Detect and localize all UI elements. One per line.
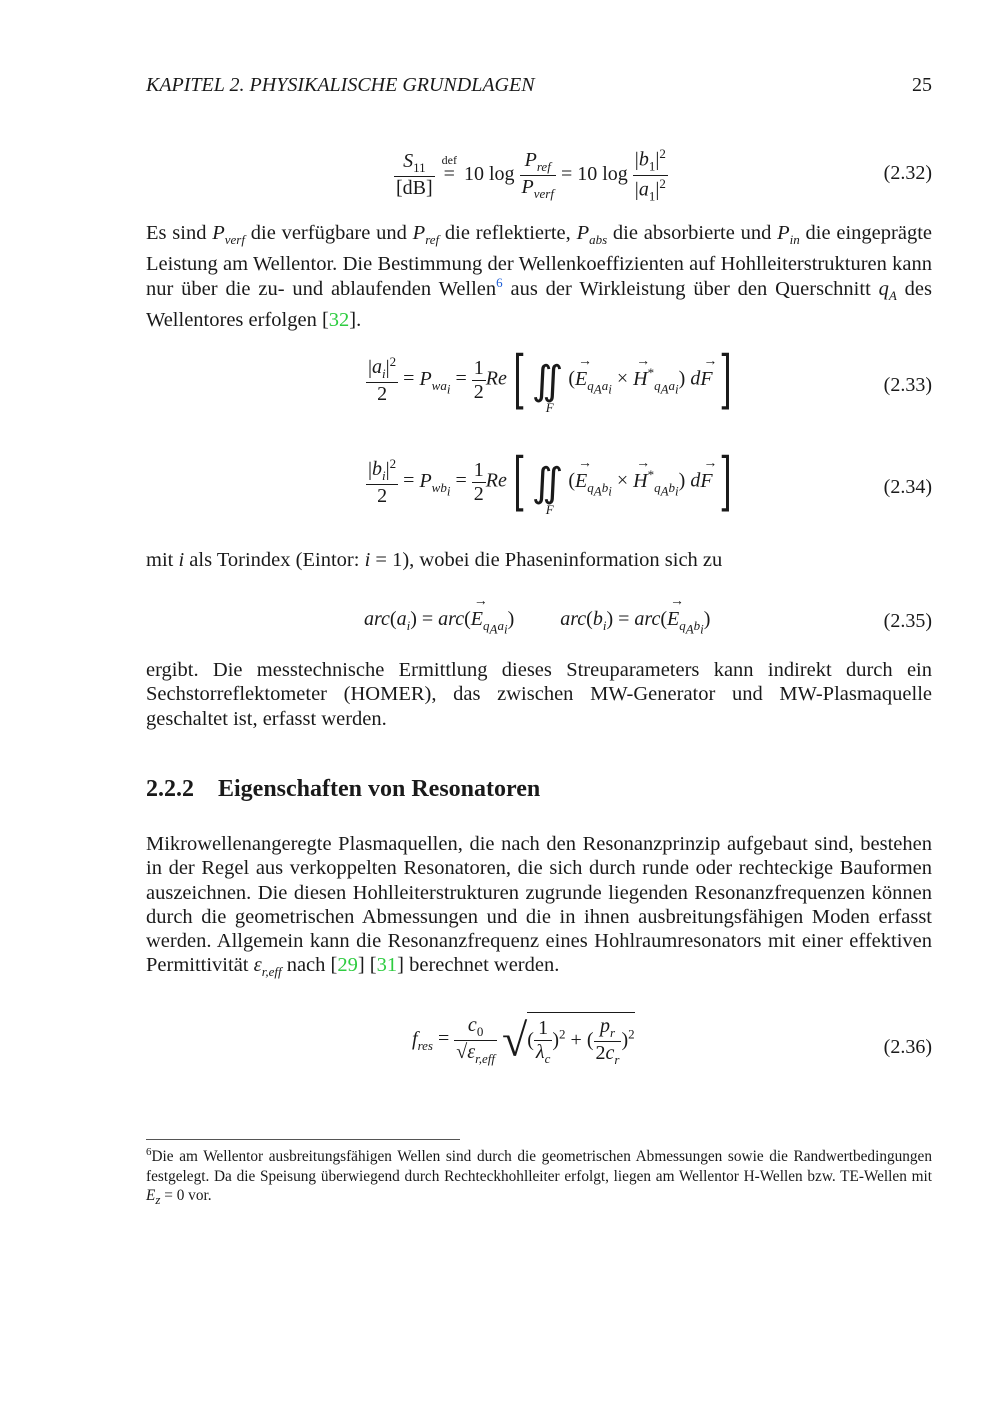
footnote-number: 6 xyxy=(146,1146,152,1158)
section-title: Eigenschaften von Resonatoren xyxy=(218,776,541,802)
equation-2-34 xyxy=(146,445,932,532)
equation-body: $f_{res}$ = $\frac{c_0}{√\varepsilon_{r,eff}}$ √( $\frac{1}{\lambda_c}$ )$^2$ + ( $\frac{p_r}{2c_r}$ )$^2$ xyxy=(412,1013,635,1067)
equation-2-36 xyxy=(146,1012,932,1088)
paragraph-port-index: mit i als Torindex (Eintor: i = 1), wobei die Phaseninformation sich zu xyxy=(146,549,723,571)
paper-page xyxy=(146,0,932,1415)
running-header xyxy=(146,74,932,100)
equation-2-33 xyxy=(146,343,932,430)
equation-number: (2.34) xyxy=(883,476,932,498)
equation-2-35 xyxy=(146,608,932,638)
page-number: 25 xyxy=(912,74,932,96)
chapter-title: KAPITEL 2. PHYSIKALISCHE GRUNDLAGEN xyxy=(146,74,535,96)
paragraph-resonators: Mikrowellenangeregte Plasmaquellen, die nach den Resonanzprinzip aufgebaut sind, bestehen in der Regel aus verkoppelten Resonatoren, die sich durch runde oder rechteckige Bauformen auszeichnen. Die diesen Hohlleiterstrukturen zugrunde liegenden Resonanzfrequenzen können durch die geometrischen Abmessungen und die in ihnen ausbreitungsfähigen Moden erfasst werden. Allgemein kann die Resonanzfrequenz eines Hohlraumresonators mit einer effektiven Permittivität $\varepsilon_{r,eff}$ nach [29] [31] berechnet werden. xyxy=(146,833,932,980)
equation-number: (2.35) xyxy=(883,610,932,632)
equation-body: $arc(a_i) = arc(\to E_{q_Aa_i}) arc(b_i) = arc(\to E_{q_Ab_i})$ xyxy=(364,608,710,638)
footnote: $^6$Die am Wellentor ausbreitungsfähigen Wellen sind durch die geometrischen Abmessungen sowie die Randwertbedingungen festgelegt. Da die Speisung überwiegend durch Rechteckhohlleiter erfolgt, liegen am Wellentor H-Wellen bzw. TE-Wellen mit $E_z = 0$ vor. xyxy=(146,1146,932,1208)
citation-link[interactable]: 32 xyxy=(328,309,350,332)
equation-2-32 xyxy=(146,146,932,202)
footnote-rule xyxy=(146,1139,460,1140)
equation-body: $\frac{|b_i|^2}{2}$ = $P_{wb_i}$ = $\frac{1}{2}$ Re[ ∬ F (→ $E_{q_Ab_i}$ × → $H^*_{q_Ab_i}$) d→ F] xyxy=(366,450,738,514)
equation-number: (2.36) xyxy=(883,1036,932,1058)
section-heading xyxy=(146,776,540,803)
paragraph-measurement: ergibt. Die messtechnische Ermittlung dieses Streuparameters kann indirekt durch ein Sechstorreflektometer (HOMER), das zwischen MW-Generator und MW-Plasmaquelle geschaltet ist, erfasst werden. xyxy=(146,659,932,730)
equation-body: $\frac{|a_i|^2}{2}$ = $P_{wa_i}$ = $\frac{1}{2}$ Re[ ∬ F (→ $E_{q_Aa_i}$ × → $H^*_{q_Aa_i}$) d→ F] xyxy=(366,348,738,412)
section-number: 2.2.2 xyxy=(146,776,194,802)
citation-link[interactable]: 29 xyxy=(337,954,358,977)
equation-body: $\frac{S_{11}}{[dB]}$ def = 10 log $\frac{P_{ref}}{P_{verf}}$ = 10 log $\frac{|b_1|^2}{|a_1|^2}$ xyxy=(396,146,666,204)
paragraph-wave-coefficients: Es sind $P_{verf}$ die verfügbare und $P_{ref}$ die reflektierte, $P_{abs}$ die absorbierte und $P_{in}$ die eingeprägte Leistung am Wellentor. Die Bestimmung der Wellenkoeffizienten auf Hohlleiterstrukturen kann nur über die zu- und ablaufenden Wellen$^6$ aus der Wirkleistung über den Querschnitt $q_A$ des Wellentores erfolgen [32]. xyxy=(146,222,932,332)
equation-number: (2.33) xyxy=(883,374,932,396)
footnote-marker[interactable]: 6 xyxy=(496,274,503,290)
citation-link[interactable]: 31 xyxy=(376,954,398,977)
equation-number: (2.32) xyxy=(883,162,932,184)
